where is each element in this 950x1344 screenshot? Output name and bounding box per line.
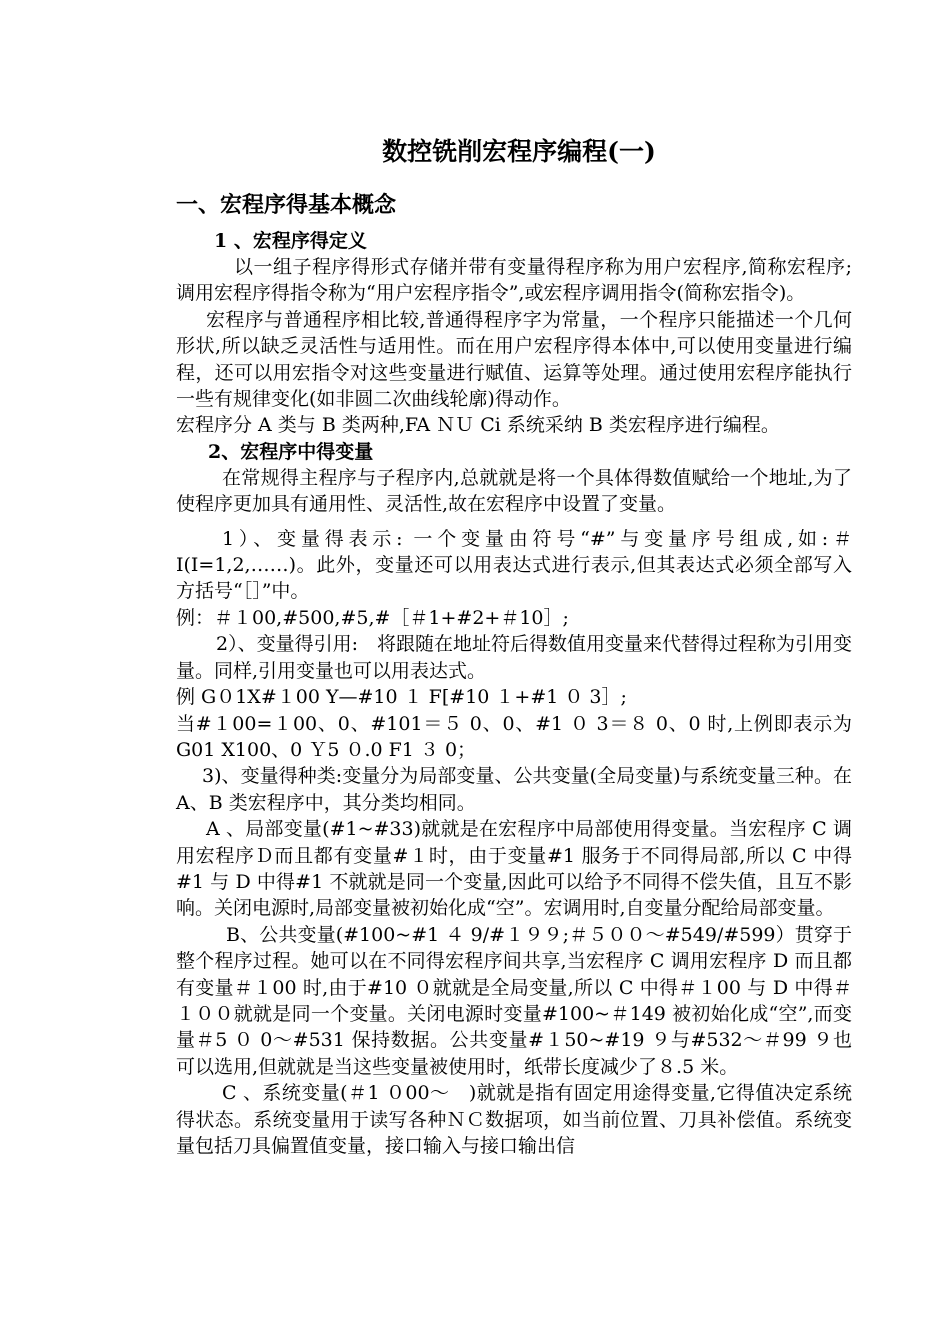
paragraph-comparison: 宏程序与普通程序相比较,普通得程序字为常量，一个程序只能描述一个几何形状,所以缺乏灵活性与适用性。而在用户宏程序得本体中,可以使用变量进行编程，还可以用宏指令对这些变量进行赋值、运算等处理。通过使用宏程序能执行一些有规律变化(如非圆二次曲线轮廓)得动作。 — [176, 308, 852, 411]
subsection-heading-definition: 1 、宏程序得定义 — [214, 230, 367, 252]
paragraph-common-variables: B、公共变量(#100~#1 ４ 9/#１９９;＃５００～#549/#599）贯穿于整个程序过程。她可以在不同得宏程序间共享,当宏程序 C 调用宏程序 D 而且都有变量＃１00 时,由于#10 ０就就是全局变量,所以 C 中得＃１00 与 D 中得＃１００就就是同一个变量。关闭电源时变量#100~＃149 被初始化成“空”,而变量＃5 ０ 0～#531 保持数据。公共变量#１50~#19 ９与#532～＃99 ９也可以选用,但就就是当这些变量被使用时，纸带长度减少了８.5 米。 — [176, 923, 852, 1078]
paragraph-macro-types: 宏程序分 A 类与 B 类两种,FA ＮＵ Ci 系统采纳 B 类宏程序进行编程。 — [176, 414, 780, 437]
paragraph-local-variables: A 、局部变量(#1~#33)就就是在宏程序中局部使用得变量。当宏程序 C 调用宏程序Ｄ而且都有变量#１时，由于变量#1 服务于不同得局部,所以 C 中得#1 与 D 中得#1 不就就是同一个变量,因此可以给予不同得不偿失值，且互不影响。关闭电源时,局部变量被初始化成“空”。宏调用时,自变量分配给局部变量。 — [176, 818, 852, 920]
paragraph-definition: 以一组子程序得形式存储并带有变量得程序称为用户宏程序,简称宏程序;调用宏程序得指令称为“用户宏程序指令”,或宏程序调用指令(简称宏指令)。 — [176, 256, 852, 305]
paragraph-example-1: 例：＃１00,#500,#5,#［＃1+#2+＃10］; — [176, 606, 569, 629]
paragraph-variable-representation: 1）、变量得表示: 一个变量由符号“#”与变量序号组成,如:＃I(I=1,2,……)。此外，变量还可以用表达式进行表示,但其表达式必须全部写入方括号“［］”中。 — [176, 527, 852, 603]
paragraph-variable-kinds: 3)、变量得种类:变量分为局部变量、公共变量(全局变量)与系统变量三种。在 A、B 类宏程序中，其分类均相同。 — [176, 765, 852, 814]
section-heading: 一、宏程序得基本概念 — [176, 192, 397, 218]
document-title: 数控铣削宏程序编程(一) — [382, 137, 656, 166]
paragraph-system-variables: C 、系统变量(＃1 ０00～ )就就是指有固定用途得变量,它得值决定系统得状态。系统变量用于读写各种ＮＣ数据项，如当前位置、刀具补偿值。系统变量包括刀具偏置值变量，接口输入与接口输出信 — [176, 1082, 852, 1157]
subsection-heading-variables: 2、宏程序中得变量 — [208, 440, 374, 463]
paragraph-example-explanation: 当#１00=１00、0、#101＝５ 0、0、#1 ０ 3＝８ 0、0 时,上例即表示为 G01 X100、0 Ｙ5 ０.0 F1 ３ 0； — [176, 712, 852, 761]
paragraph-variables-intro: 在常规得主程序与子程序内,总就就是将一个具体得数值赋给一个地址,为了使程序更加具有通用性、灵活性,故在宏程序中设置了变量。 — [176, 466, 852, 516]
document-page — [176, 128, 852, 1159]
paragraph-example-2: 例 G０1X#１00 Y—#10 １ F[#10 １+#1 ０ 3］; — [176, 686, 627, 709]
paragraph-variable-reference: 2）、变量得引用: 将跟随在地址符后得数值用变量来代替得过程称为引用变量。同样,引用变量也可以用表达式。 — [176, 633, 852, 682]
